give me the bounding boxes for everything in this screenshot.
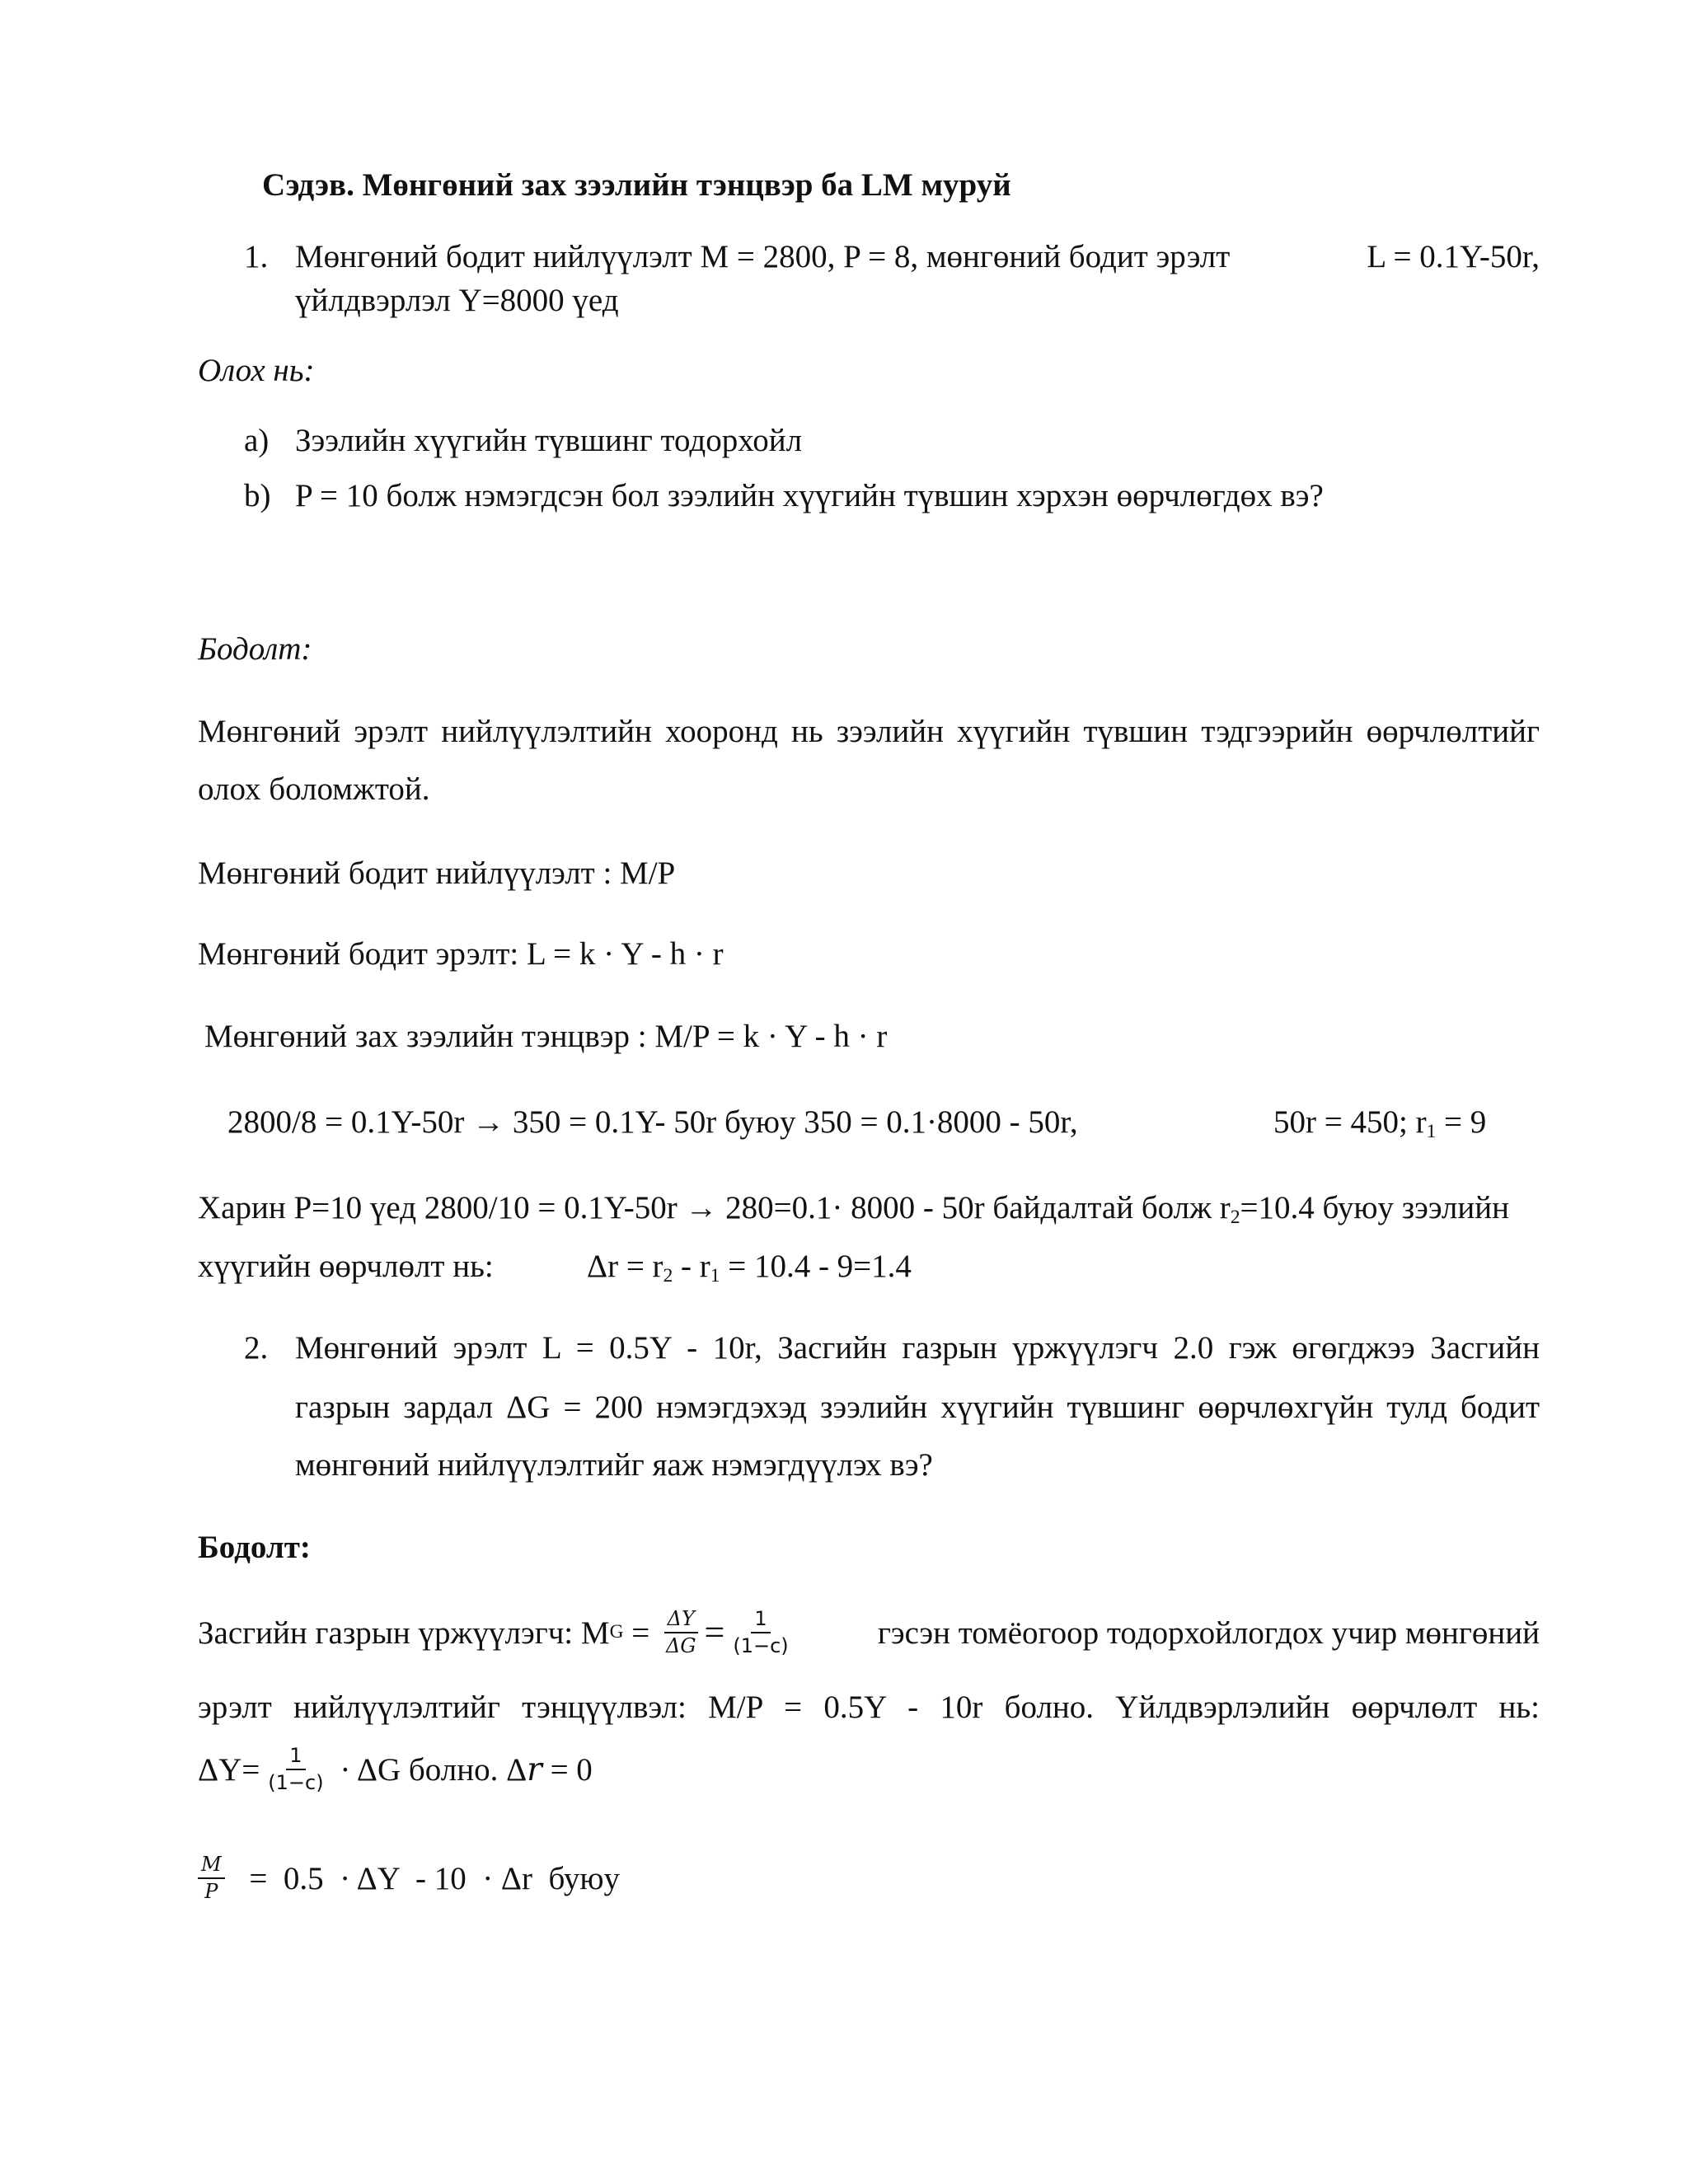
delta-r-formula	[587, 1250, 912, 1286]
calc-line: 2800/8 = 0.1Y-50r → 350 = 0.1Y- 50r буюу 350 = 0.1·8000 - 50r,	[227, 1104, 1078, 1140]
fraction-m-over-p	[198, 1854, 225, 1902]
problem1-line1-right: L = 0.1Y-50r,	[1367, 239, 1540, 274]
item-b-marker: b)	[244, 478, 271, 513]
delta-y-label: ΔY=	[198, 1751, 260, 1788]
problem2-line1: Мөнгөний эрэлт L = 0.5Y - 10r, Засгийн газрын үржүүлэгч 2.0 гэж өгөгджээ Засгийн	[295, 1330, 1540, 1366]
multiplier-eq: =	[623, 1615, 658, 1651]
money-demand-formula: Мөнгөний бодит эрэлт: L = k · Y - h · r	[198, 936, 724, 972]
delta-b: - r	[673, 1249, 710, 1284]
calc-result-main: 50r = 450; r	[1273, 1104, 1427, 1140]
item-a-text: Зээлийн хүүгийн түвшинг тодорхойл	[295, 423, 803, 458]
delta-y-text: болно. Δ	[401, 1751, 528, 1788]
solution2-line2: эрэлт нийлүүлэлтийг тэнцүүлвэл: M/P = 0.5Y - 10r болно. Үйлдвэрлэлийн өөрчлөлт нь:	[198, 1690, 1540, 1725]
fraction-den: (1−c)	[268, 1771, 324, 1795]
fraction-one-over-dy	[265, 1746, 326, 1793]
calc-result-sub: 1	[1426, 1121, 1437, 1142]
p10-line1-sub: 2	[1230, 1207, 1240, 1228]
multiplier-label: Засгийн газрын үржүүлэгч: M	[198, 1615, 610, 1651]
delta-y-mid: · ΔG	[331, 1751, 401, 1788]
solution1-para1-line1: Мөнгөний эрэлт нийлүүлэлтийн хооронд нь зээлийн хүүгийн түвшин тэдгээрийн өөрчлөлтийг	[198, 714, 1540, 749]
solution2-label: Бодолт:	[198, 1530, 311, 1565]
fraction-den: (1−c)	[733, 1634, 789, 1658]
problem2-line3: мөнгөний нийлүүлэлтийг яаж нэмэгдүүлэх вэ?	[295, 1447, 933, 1483]
multiplier-line	[198, 1609, 1540, 1657]
page-title: Сэдэв. Мөнгөний зах зээлийн тэнцвэр ба LM муруй	[262, 167, 1011, 203]
fraction-den: ΔG	[665, 1634, 696, 1658]
find-label: Олох нь:	[198, 353, 315, 388]
delta-y-r: r	[527, 1750, 542, 1788]
problem1-line2: үйлдвэрлэл Y=8000 үед	[295, 283, 619, 318]
delta-sub1: 1	[710, 1265, 720, 1286]
equilibrium-formula: Мөнгөний зах зээлийн тэнцвэр : M/P = k · Y - h · r	[204, 1019, 888, 1054]
money-supply-formula: Мөнгөний бодит нийлүүлэлт : M/P	[198, 855, 676, 891]
fraction-num: 1	[751, 1609, 770, 1633]
multiplier-sub: G	[609, 1621, 624, 1643]
multiplier-formula	[198, 1609, 797, 1657]
p10-line1-a: Харин P=10 үед 2800/10 = 0.1Y-50r → 280=0.1· 8000 - 50r байдалтай болж r	[198, 1190, 1231, 1226]
fraction-dy-dg	[663, 1609, 700, 1657]
p10-line2-label: хүүгийн өөрчлөлт нь:	[198, 1249, 494, 1284]
final-equation-text: = 0.5 · ΔY - 10 · Δr буюу	[241, 1860, 620, 1896]
calc-result	[1273, 1106, 1486, 1141]
solution1-para1-line2: олох боломжтой.	[198, 771, 430, 807]
fraction-num: M	[198, 1854, 225, 1879]
delta-y-end: = 0	[542, 1751, 593, 1788]
p10-line1	[198, 1192, 1509, 1227]
fraction-num: 1	[286, 1746, 305, 1770]
problem2-number: 2.	[244, 1330, 269, 1366]
p10-line1-b: =10.4 буюу зээлийн	[1240, 1190, 1510, 1226]
problem1-number: 1.	[244, 239, 269, 274]
item-a-marker: a)	[244, 423, 270, 458]
solution1-label: Бодолт:	[198, 631, 312, 667]
delta-a: Δr = r	[587, 1249, 663, 1284]
item-b-text: P = 10 болж нэмэгдсэн бол зээлийн хүүгийн түвшин хэрхэн өөрчлөгдөх вэ?	[295, 478, 1324, 513]
fraction-one-over	[729, 1609, 791, 1657]
equals-sign: =	[704, 1612, 725, 1653]
delta-sub2: 2	[663, 1265, 673, 1286]
delta-c: = 10.4 - 9=1.4	[720, 1249, 912, 1284]
problem1-line1-left: Мөнгөний бодит нийлүүлэлт M = 2800, P = 8, мөнгөний бодит эрэлт	[295, 239, 1231, 274]
fraction-num: ΔY	[664, 1609, 698, 1633]
multiplier-text: гэсэн томёогоор тодорхойлогдох учир мөнгөний	[877, 1615, 1540, 1651]
final-equation	[198, 1854, 620, 1902]
delta-y-line	[198, 1746, 593, 1793]
calc-result-end: = 9	[1436, 1104, 1487, 1140]
problem2-line2: газрын зардал ΔG = 200 нэмэгдэхэд зээлийн хүүгийн түвшинг өөрчлөхгүйн тулд бодит	[295, 1390, 1540, 1425]
fraction-den: P	[204, 1880, 218, 1904]
